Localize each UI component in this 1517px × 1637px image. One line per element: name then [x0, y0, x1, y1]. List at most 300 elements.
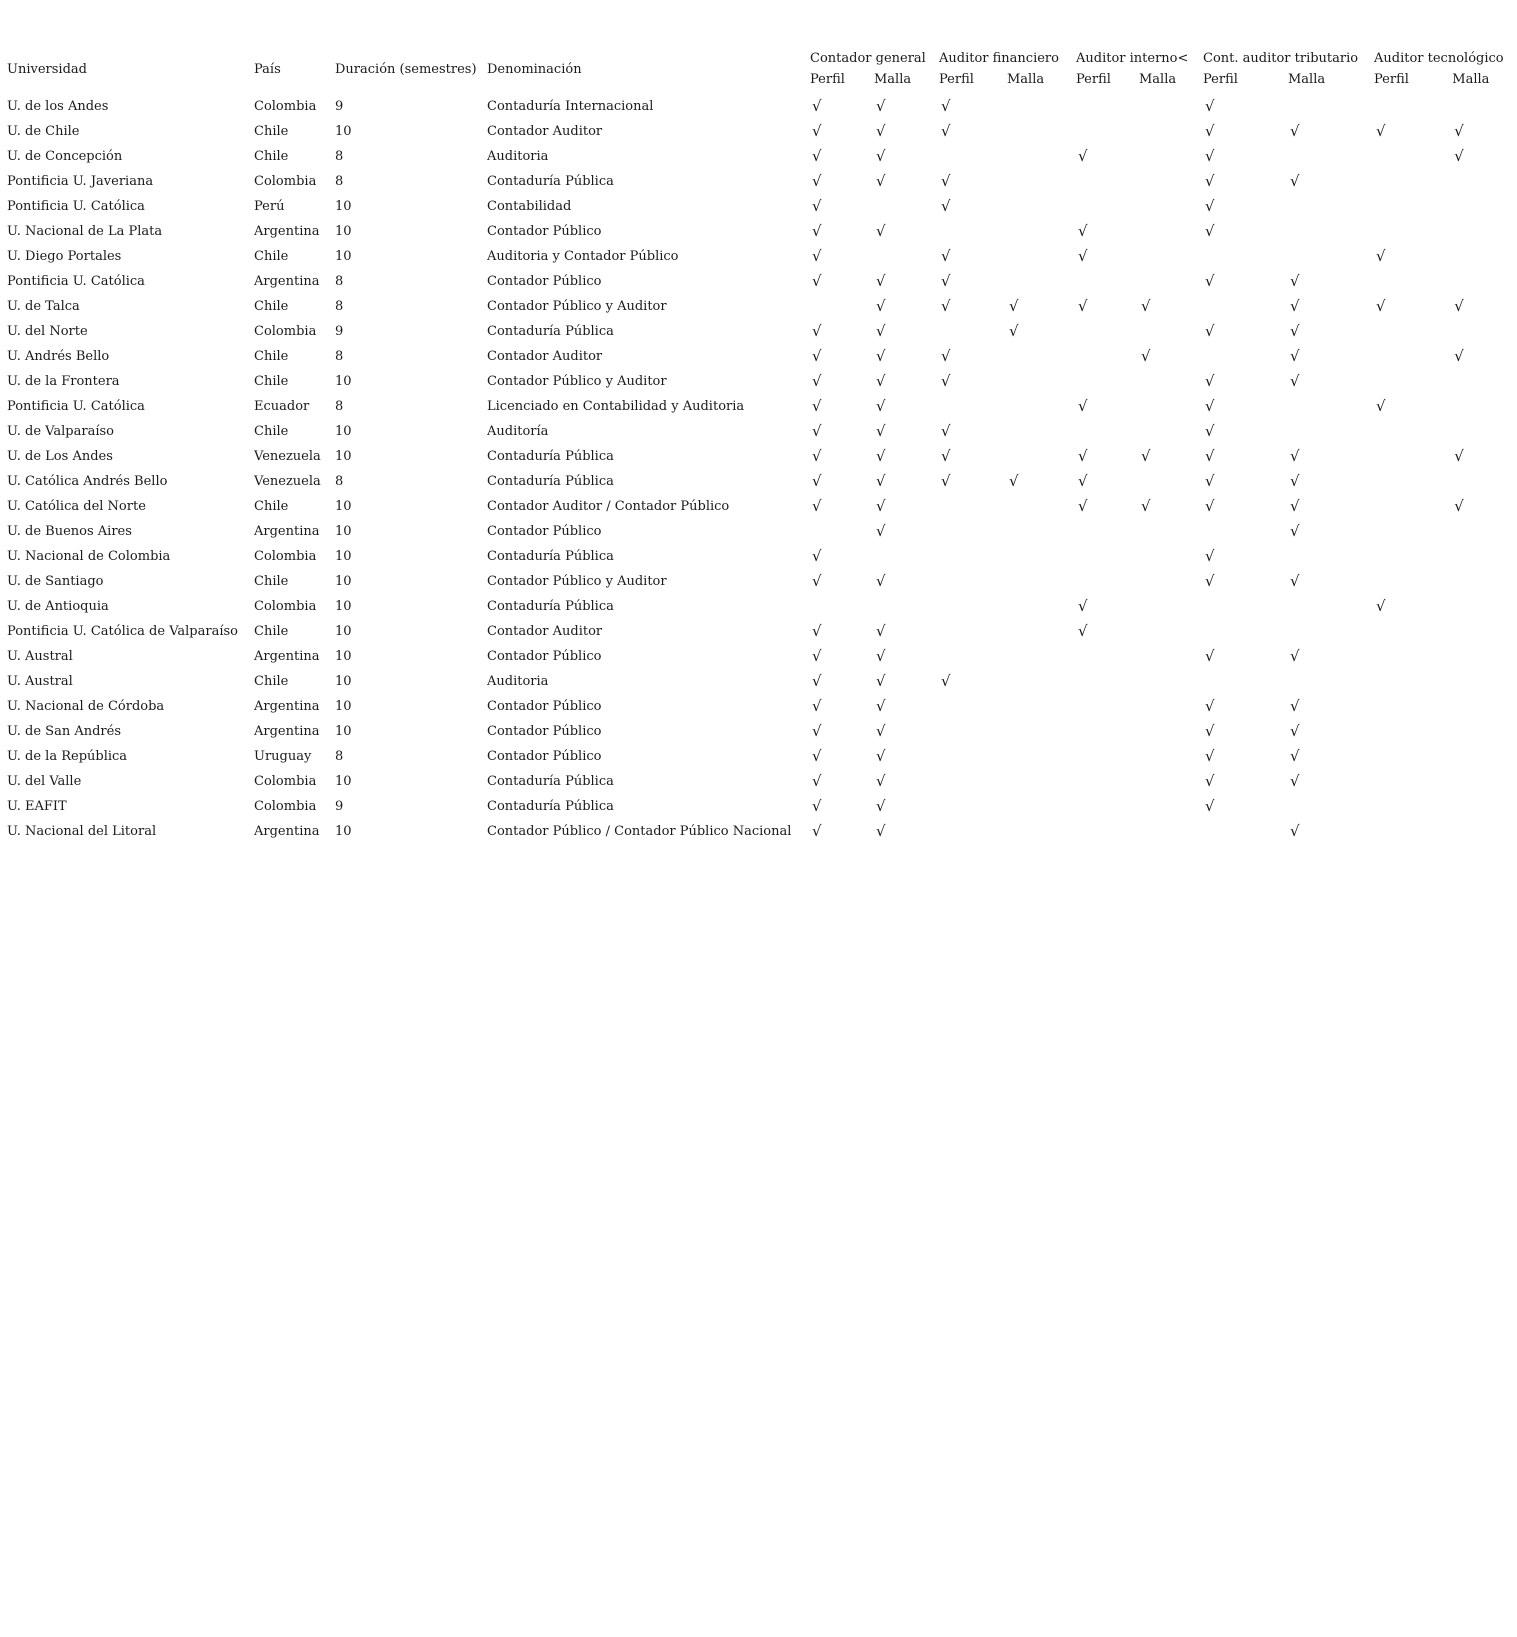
check-mark: √	[812, 722, 822, 740]
cell-denominacion: Contador Público	[487, 274, 602, 289]
check-mark: √	[812, 322, 822, 340]
cell-pais: Perú	[254, 199, 285, 214]
empty-cell	[1374, 569, 1452, 594]
empty-cell	[939, 594, 1007, 619]
empty-cell	[1076, 569, 1139, 594]
empty-cell	[1007, 644, 1076, 669]
check-mark: √	[812, 472, 822, 490]
empty-cell	[1288, 419, 1374, 444]
check-mark: √	[941, 297, 951, 315]
check-mark: √	[1376, 122, 1386, 140]
cell-duracion: 10	[335, 424, 352, 439]
cell-universidad: U. de Antioquia	[7, 599, 109, 614]
check-mark: √	[1290, 472, 1300, 490]
empty-cell	[1374, 419, 1452, 444]
empty-cell	[1139, 94, 1203, 119]
cell-duracion: 8	[335, 174, 344, 189]
empty-cell	[1007, 219, 1076, 244]
check-mark: √	[941, 97, 951, 115]
table-row	[7, 94, 1510, 119]
cell-universidad: U. de Valparaíso	[7, 424, 114, 439]
empty-cell	[1007, 594, 1076, 619]
cell-duracion: 8	[335, 349, 344, 364]
empty-cell	[1007, 769, 1076, 794]
cell-duracion: 10	[335, 599, 352, 614]
check-mark: √	[812, 422, 822, 440]
cell-pais: Colombia	[254, 799, 317, 814]
check-mark: √	[876, 822, 886, 840]
empty-cell	[1452, 94, 1509, 119]
cell-duracion: 10	[335, 649, 352, 664]
empty-cell	[1076, 819, 1139, 844]
empty-cell	[1076, 319, 1139, 344]
check-mark: √	[1290, 272, 1300, 290]
check-mark: √	[1205, 397, 1215, 415]
empty-cell	[1007, 544, 1076, 569]
cell-denominacion: Auditoria	[487, 149, 549, 164]
cell-pais: Chile	[254, 574, 289, 589]
check-mark: √	[876, 722, 886, 740]
empty-cell	[1076, 119, 1139, 144]
table-row	[7, 594, 1510, 619]
check-mark: √	[812, 547, 822, 565]
empty-cell	[1452, 694, 1509, 719]
check-mark: √	[812, 797, 822, 815]
cell-pais: Colombia	[254, 99, 317, 114]
cell-pais: Venezuela	[254, 449, 321, 464]
empty-cell	[874, 544, 939, 569]
empty-cell	[1203, 594, 1288, 619]
check-mark: √	[1290, 697, 1300, 715]
empty-cell	[1076, 344, 1139, 369]
empty-cell	[1452, 644, 1509, 669]
empty-cell	[1139, 519, 1203, 544]
empty-cell	[1076, 744, 1139, 769]
check-mark: √	[812, 622, 822, 640]
cell-duracion: 8	[335, 274, 344, 289]
table-row	[7, 369, 1510, 394]
empty-cell	[1139, 369, 1203, 394]
empty-cell	[1076, 544, 1139, 569]
empty-cell	[1374, 819, 1452, 844]
check-mark: √	[1009, 322, 1019, 340]
empty-cell	[1452, 319, 1509, 344]
empty-cell	[1076, 169, 1139, 194]
check-mark: √	[1376, 247, 1386, 265]
check-mark: √	[876, 747, 886, 765]
empty-cell	[1203, 294, 1288, 319]
cell-denominacion: Contador Auditor	[487, 124, 603, 139]
empty-cell	[1452, 794, 1509, 819]
check-mark: √	[1009, 472, 1019, 490]
empty-cell	[1288, 194, 1374, 219]
cell-universidad: U. Nacional de La Plata	[7, 224, 163, 239]
table-row	[7, 194, 1510, 219]
cell-denominacion: Contador Público	[487, 699, 602, 714]
cell-pais: Colombia	[254, 174, 317, 189]
header-duracion: Duración (semestres)	[335, 61, 477, 77]
header-group-auditor-tecnologico: Auditor tecnológico	[1374, 51, 1504, 66]
check-mark: √	[941, 422, 951, 440]
cell-denominacion: Contador Público	[487, 524, 602, 539]
check-mark: √	[1290, 747, 1300, 765]
cell-pais: Colombia	[254, 549, 317, 564]
empty-cell	[1452, 744, 1509, 769]
check-mark: √	[1141, 447, 1151, 465]
cell-pais: Chile	[254, 674, 289, 689]
empty-cell	[1139, 794, 1203, 819]
cell-duracion: 10	[335, 724, 352, 739]
empty-cell	[1007, 369, 1076, 394]
empty-cell	[939, 569, 1007, 594]
empty-cell	[1139, 469, 1203, 494]
check-mark: √	[1078, 297, 1088, 315]
cell-universidad: U. de Talca	[7, 299, 80, 314]
empty-cell	[1374, 369, 1452, 394]
check-mark: √	[1205, 547, 1215, 565]
check-mark: √	[1290, 122, 1300, 140]
empty-cell	[1374, 494, 1452, 519]
table-row	[7, 469, 1510, 494]
empty-cell	[939, 719, 1007, 744]
check-mark: √	[941, 247, 951, 265]
empty-cell	[1374, 794, 1452, 819]
check-mark: √	[876, 522, 886, 540]
empty-cell	[1139, 769, 1203, 794]
empty-cell	[1139, 394, 1203, 419]
empty-cell	[939, 494, 1007, 519]
empty-cell	[1374, 194, 1452, 219]
check-mark: √	[941, 672, 951, 690]
cell-duracion: 10	[335, 774, 352, 789]
empty-cell	[1452, 519, 1509, 544]
empty-cell	[1007, 119, 1076, 144]
empty-cell	[1374, 444, 1452, 469]
cell-denominacion: Licenciado en Contabilidad y Auditoria	[487, 399, 745, 414]
empty-cell	[1203, 519, 1288, 544]
header-denominacion: Denominación	[487, 61, 582, 77]
cell-pais: Chile	[254, 424, 289, 439]
check-mark: √	[876, 447, 886, 465]
subheader-malla: Malla	[1288, 72, 1326, 87]
cell-duracion: 10	[335, 524, 352, 539]
cell-denominacion: Auditoria y Contador Público	[487, 249, 679, 264]
empty-cell	[1139, 819, 1203, 844]
subheader-perfil: Perfil	[1374, 72, 1409, 87]
empty-cell	[810, 594, 874, 619]
table-row	[7, 694, 1510, 719]
empty-cell	[939, 644, 1007, 669]
empty-cell	[1076, 769, 1139, 794]
check-mark: √	[876, 622, 886, 640]
empty-cell	[874, 194, 939, 219]
empty-cell	[1007, 819, 1076, 844]
cell-universidad: U. Austral	[7, 649, 73, 664]
check-mark: √	[941, 272, 951, 290]
check-mark: √	[1205, 647, 1215, 665]
check-mark: √	[941, 447, 951, 465]
empty-cell	[1007, 344, 1076, 369]
check-mark: √	[876, 347, 886, 365]
empty-cell	[1288, 594, 1374, 619]
empty-cell	[1139, 619, 1203, 644]
cell-pais: Argentina	[254, 274, 320, 289]
cell-denominacion: Contador Público / Contador Público Nacional	[487, 824, 792, 839]
empty-cell	[1288, 794, 1374, 819]
cell-duracion: 8	[335, 299, 344, 314]
table-row	[7, 494, 1510, 519]
check-mark: √	[1141, 497, 1151, 515]
check-mark: √	[1290, 647, 1300, 665]
empty-cell	[939, 219, 1007, 244]
cell-denominacion: Contaduría Pública	[487, 599, 614, 614]
cell-denominacion: Contador Auditor / Contador Público	[487, 499, 730, 514]
table-row	[7, 394, 1510, 419]
empty-cell	[1374, 669, 1452, 694]
check-mark: √	[1078, 147, 1088, 165]
check-mark: √	[1078, 447, 1088, 465]
check-mark: √	[876, 222, 886, 240]
cell-pais: Uruguay	[254, 749, 312, 764]
table-row	[7, 119, 1510, 144]
check-mark: √	[1454, 147, 1464, 165]
cell-pais: Colombia	[254, 599, 317, 614]
check-mark: √	[876, 572, 886, 590]
table-row	[7, 644, 1510, 669]
cell-denominacion: Contaduría Pública	[487, 449, 614, 464]
check-mark: √	[812, 172, 822, 190]
empty-cell	[1076, 794, 1139, 819]
empty-cell	[1139, 594, 1203, 619]
header-group-contador-general: Contador general	[810, 51, 926, 66]
check-mark: √	[1205, 322, 1215, 340]
check-mark: √	[1290, 822, 1300, 840]
cell-denominacion: Contador Público	[487, 224, 602, 239]
cell-denominacion: Contaduría Pública	[487, 774, 614, 789]
check-mark: √	[812, 197, 822, 215]
empty-cell	[1007, 569, 1076, 594]
empty-cell	[1007, 519, 1076, 544]
check-mark: √	[1454, 497, 1464, 515]
subheader-malla: Malla	[874, 72, 912, 87]
empty-cell	[1139, 719, 1203, 744]
header-universidad: Universidad	[7, 61, 87, 77]
table-row	[7, 219, 1510, 244]
empty-cell	[1076, 94, 1139, 119]
check-mark: √	[876, 797, 886, 815]
empty-cell	[1007, 394, 1076, 419]
check-mark: √	[1205, 372, 1215, 390]
check-mark: √	[812, 747, 822, 765]
table-row	[7, 419, 1510, 444]
cell-denominacion: Contaduría Pública	[487, 799, 614, 814]
empty-cell	[1374, 269, 1452, 294]
empty-cell	[810, 294, 874, 319]
empty-cell	[1139, 544, 1203, 569]
empty-cell	[939, 694, 1007, 719]
check-mark: √	[812, 222, 822, 240]
empty-cell	[1374, 719, 1452, 744]
check-mark: √	[941, 372, 951, 390]
check-mark: √	[1141, 347, 1151, 365]
check-mark: √	[812, 372, 822, 390]
check-mark: √	[1454, 122, 1464, 140]
check-mark: √	[941, 472, 951, 490]
cell-universidad: Pontificia U. Católica	[7, 274, 145, 289]
cell-denominacion: Contador Auditor	[487, 349, 603, 364]
table-row	[7, 169, 1510, 194]
empty-cell	[1288, 394, 1374, 419]
empty-cell	[1374, 94, 1452, 119]
empty-cell	[1203, 669, 1288, 694]
table-row	[7, 344, 1510, 369]
empty-cell	[939, 769, 1007, 794]
empty-cell	[1139, 269, 1203, 294]
empty-cell	[1139, 419, 1203, 444]
cell-pais: Chile	[254, 374, 289, 389]
check-mark: √	[812, 347, 822, 365]
check-mark: √	[812, 772, 822, 790]
cell-duracion: 8	[335, 749, 344, 764]
check-mark: √	[1205, 722, 1215, 740]
empty-cell	[1076, 694, 1139, 719]
check-mark: √	[876, 497, 886, 515]
empty-cell	[1007, 669, 1076, 694]
table-row	[7, 619, 1510, 644]
check-mark: √	[1078, 597, 1088, 615]
cell-universidad: U. Nacional de Colombia	[7, 549, 171, 564]
empty-cell	[1007, 94, 1076, 119]
empty-cell	[1374, 769, 1452, 794]
cell-denominacion: Contaduría Pública	[487, 549, 614, 564]
empty-cell	[1374, 144, 1452, 169]
check-mark: √	[1290, 572, 1300, 590]
check-mark: √	[941, 197, 951, 215]
empty-cell	[1452, 219, 1509, 244]
empty-cell	[1203, 244, 1288, 269]
university-comparison-table	[7, 44, 1510, 844]
cell-universidad: U. Católica del Norte	[7, 499, 146, 514]
cell-duracion: 10	[335, 249, 352, 264]
check-mark: √	[812, 822, 822, 840]
empty-cell	[1007, 694, 1076, 719]
empty-cell	[1452, 594, 1509, 619]
cell-pais: Argentina	[254, 224, 320, 239]
cell-pais: Chile	[254, 249, 289, 264]
table-header	[7, 44, 1510, 94]
table-row	[7, 294, 1510, 319]
empty-cell	[1139, 219, 1203, 244]
check-mark: √	[1078, 222, 1088, 240]
check-mark: √	[812, 397, 822, 415]
check-mark: √	[1290, 722, 1300, 740]
cell-duracion: 10	[335, 824, 352, 839]
header-group-cont-auditor-tributario: Cont. auditor tributario	[1203, 51, 1359, 66]
cell-duracion: 10	[335, 124, 352, 139]
check-mark: √	[812, 97, 822, 115]
check-mark: √	[876, 97, 886, 115]
empty-cell	[1374, 619, 1452, 644]
cell-duracion: 8	[335, 474, 344, 489]
check-mark: √	[1454, 297, 1464, 315]
empty-cell	[1076, 519, 1139, 544]
check-mark: √	[1290, 497, 1300, 515]
check-mark: √	[1205, 222, 1215, 240]
check-mark: √	[1376, 597, 1386, 615]
cell-denominacion: Contador Público	[487, 749, 602, 764]
cell-universidad: U. Austral	[7, 674, 73, 689]
check-mark: √	[876, 122, 886, 140]
check-mark: √	[1205, 97, 1215, 115]
cell-denominacion: Contador Público y Auditor	[487, 374, 667, 389]
cell-duracion: 10	[335, 674, 352, 689]
cell-duracion: 9	[335, 324, 344, 339]
check-mark: √	[1376, 297, 1386, 315]
empty-cell	[1452, 769, 1509, 794]
check-mark: √	[876, 422, 886, 440]
check-mark: √	[1205, 197, 1215, 215]
empty-cell	[1007, 419, 1076, 444]
cell-duracion: 8	[335, 399, 344, 414]
cell-pais: Argentina	[254, 699, 320, 714]
check-mark: √	[1078, 497, 1088, 515]
cell-denominacion: Contador Público	[487, 724, 602, 739]
empty-cell	[1452, 419, 1509, 444]
cell-duracion: 10	[335, 699, 352, 714]
check-mark: √	[876, 322, 886, 340]
cell-pais: Chile	[254, 124, 289, 139]
empty-cell	[1076, 669, 1139, 694]
cell-universidad: Pontificia U. Católica	[7, 399, 145, 414]
cell-duracion: 10	[335, 449, 352, 464]
check-mark: √	[812, 572, 822, 590]
empty-cell	[1288, 669, 1374, 694]
cell-universidad: U. de Chile	[7, 124, 80, 139]
empty-cell	[1374, 319, 1452, 344]
check-mark: √	[876, 372, 886, 390]
empty-cell	[1374, 219, 1452, 244]
cell-universidad: U. de San Andrés	[7, 724, 121, 739]
table-row	[7, 569, 1510, 594]
empty-cell	[1076, 269, 1139, 294]
empty-cell	[1452, 394, 1509, 419]
subheader-perfil: Perfil	[810, 72, 845, 87]
subheader-malla: Malla	[1452, 72, 1490, 87]
check-mark: √	[1290, 347, 1300, 365]
empty-cell	[1452, 244, 1509, 269]
empty-cell	[1007, 169, 1076, 194]
empty-cell	[1374, 519, 1452, 544]
cell-denominacion: Auditoría	[487, 424, 549, 439]
empty-cell	[1139, 144, 1203, 169]
subheader-perfil: Perfil	[1076, 72, 1111, 87]
cell-denominacion: Contaduría Pública	[487, 174, 614, 189]
empty-cell	[939, 744, 1007, 769]
cell-universidad: U. de Concepción	[7, 149, 123, 164]
cell-universidad: U. de Los Andes	[7, 449, 113, 464]
table-row	[7, 744, 1510, 769]
subheader-malla: Malla	[1007, 72, 1045, 87]
cell-pais: Chile	[254, 299, 289, 314]
empty-cell	[939, 144, 1007, 169]
check-mark: √	[1290, 322, 1300, 340]
table-row	[7, 544, 1510, 569]
empty-cell	[939, 519, 1007, 544]
cell-universidad: Pontificia U. Católica de Valparaíso	[7, 624, 238, 639]
table-row	[7, 444, 1510, 469]
cell-denominacion: Contador Auditor	[487, 624, 603, 639]
cell-denominacion: Auditoria	[487, 674, 549, 689]
